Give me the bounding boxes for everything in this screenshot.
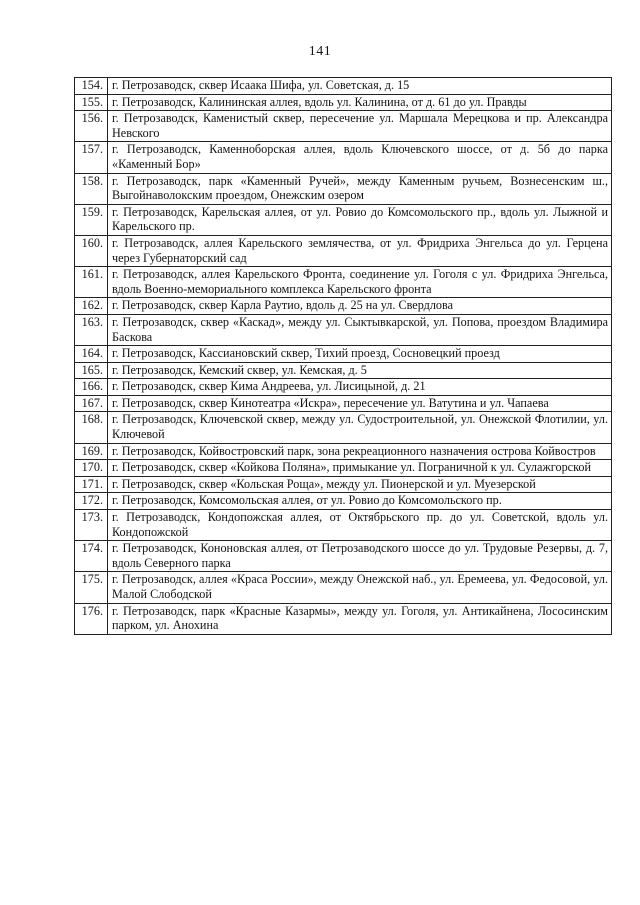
row-description: г. Петрозаводск, Кононовская аллея, от Петрозаводского шоссе до ул. Трудовые Резервы, д. 7, вдоль Северного парка: [108, 541, 612, 572]
table-row: [75, 173, 612, 204]
row-number: 156.: [75, 111, 108, 142]
row-description: г. Петрозаводск, Калининская аллея, вдоль ул. Калинина, от д. 61 до ул. Правды: [108, 94, 612, 111]
row-number: 176.: [75, 603, 108, 634]
row-number: 162.: [75, 298, 108, 315]
table-row: [75, 476, 612, 493]
parks-table: [74, 77, 612, 635]
row-number: 155.: [75, 94, 108, 111]
row-description: г. Петрозаводск, аллея Карельского Фронта, соединение ул. Гоголя с ул. Фридриха Энгельса, вдоль Военно-мемориального комплекса Карельского фронта: [108, 267, 612, 298]
row-number: 170.: [75, 460, 108, 477]
row-description: г. Петрозаводск, сквер Кима Андреева, ул. Лисицыной, д. 21: [108, 379, 612, 396]
parks-table-body: [75, 78, 612, 635]
row-description: г. Петрозаводск, сквер Кинотеатра «Искра», пересечение ул. Ватутина и ул. Чапаева: [108, 395, 612, 412]
row-description: г. Петрозаводск, сквер Исаака Шифа, ул. Советская, д. 15: [108, 78, 612, 95]
table-row: [75, 460, 612, 477]
row-number: 157.: [75, 142, 108, 173]
table-row: [75, 346, 612, 363]
row-description: г. Петрозаводск, сквер Карла Раутио, вдоль д. 25 на ул. Свердлова: [108, 298, 612, 315]
table-row: [75, 267, 612, 298]
table-row: [75, 235, 612, 266]
table-row: [75, 395, 612, 412]
row-number: 172.: [75, 493, 108, 510]
row-description: г. Петрозаводск, Карельская аллея, от ул. Ровио до Комсомольского пр., вдоль ул. Лыжной и Карельского пр.: [108, 204, 612, 235]
row-description: г. Петрозаводск, Кемский сквер, ул. Кемская, д. 5: [108, 362, 612, 379]
table-row: [75, 142, 612, 173]
table-row: [75, 541, 612, 572]
row-description: г. Петрозаводск, Ключевской сквер, между ул. Судостроительной, ул. Онежской Флотилии, ул. Ключевой: [108, 412, 612, 443]
row-number: 159.: [75, 204, 108, 235]
table-row: [75, 603, 612, 634]
table-row: [75, 314, 612, 345]
row-description: г. Петрозаводск, сквер «Кольская Роща», между ул. Пионерской и ул. Муезерской: [108, 476, 612, 493]
row-number: 175.: [75, 572, 108, 603]
row-number: 169.: [75, 443, 108, 460]
table-row: [75, 379, 612, 396]
table-row: [75, 204, 612, 235]
row-description: г. Петрозаводск, Кондопожская аллея, от Октябрьского пр. до ул. Советской, вдоль ул. Кондопожской: [108, 510, 612, 541]
row-number: 165.: [75, 362, 108, 379]
row-number: 158.: [75, 173, 108, 204]
row-number: 164.: [75, 346, 108, 363]
row-description: г. Петрозаводск, Каменноборская аллея, вдоль Ключевского шоссе, от д. 5б до парка «Каменный Бор»: [108, 142, 612, 173]
row-description: г. Петрозаводск, аллея «Краса России», между Онежской наб., ул. Еремеева, ул. Федосовой, ул. Малой Слободской: [108, 572, 612, 603]
row-description: г. Петрозаводск, сквер «Каскад», между ул. Сыктывкарской, ул. Попова, проездом Владимира Баскова: [108, 314, 612, 345]
row-number: 174.: [75, 541, 108, 572]
row-description: г. Петрозаводск, Каменистый сквер, пересечение ул. Маршала Мерецкова и пр. Александра Невского: [108, 111, 612, 142]
row-number: 171.: [75, 476, 108, 493]
row-number: 167.: [75, 395, 108, 412]
row-description: г. Петрозаводск, аллея Карельского землячества, от ул. Фридриха Энгельса до ул. Герцена через Губернаторский сад: [108, 235, 612, 266]
row-description: г. Петрозаводск, сквер «Койкова Поляна», примыкание ул. Пограничной к ул. Сулажгорской: [108, 460, 612, 477]
table-row: [75, 111, 612, 142]
row-number: 163.: [75, 314, 108, 345]
table-row: [75, 298, 612, 315]
row-description: г. Петрозаводск, парк «Красные Казармы», между ул. Гоголя, ул. Антикайнена, Лососинским парком, ул. Анохина: [108, 603, 612, 634]
table-row: [75, 94, 612, 111]
row-number: 160.: [75, 235, 108, 266]
table-row: [75, 493, 612, 510]
row-description: г. Петрозаводск, Кассиановский сквер, Тихий проезд, Сосновецкий проезд: [108, 346, 612, 363]
row-description: г. Петрозаводск, Койвостровский парк, зона рекреационного назначения острова Койвостров: [108, 443, 612, 460]
table-row: [75, 78, 612, 95]
row-number: 173.: [75, 510, 108, 541]
table-row: [75, 572, 612, 603]
row-description: г. Петрозаводск, парк «Каменный Ручей», между Каменным ручьем, Вознесенским ш., Выгойнаволокским проездом, Онежским озером: [108, 173, 612, 204]
table-row: [75, 362, 612, 379]
table-row: [75, 443, 612, 460]
table-row: [75, 510, 612, 541]
row-number: 168.: [75, 412, 108, 443]
table-row: [75, 412, 612, 443]
row-number: 166.: [75, 379, 108, 396]
row-number: 161.: [75, 267, 108, 298]
page-number: 141: [308, 44, 332, 59]
row-number: 154.: [75, 78, 108, 95]
row-description: г. Петрозаводск, Комсомольская аллея, от ул. Ровио до Комсомольского пр.: [108, 493, 612, 510]
